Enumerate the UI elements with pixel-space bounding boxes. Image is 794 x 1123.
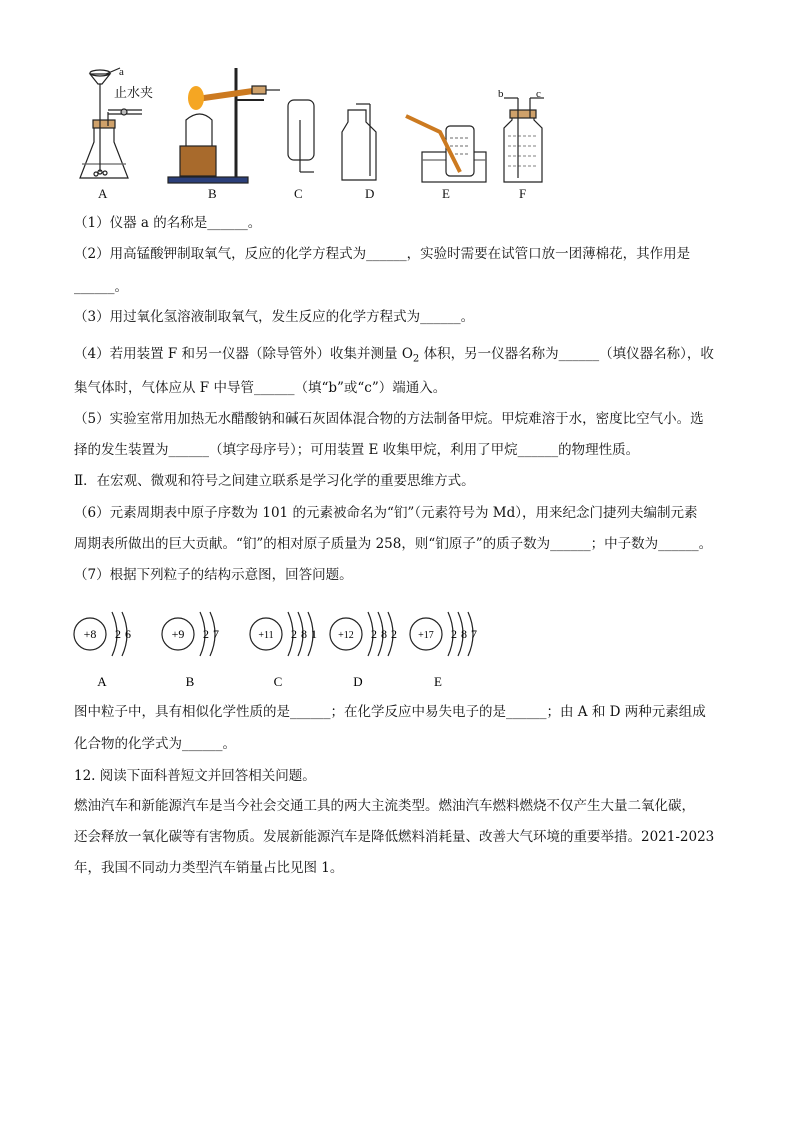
tube-c-label: c	[536, 88, 541, 100]
question-2-line-1: （2）用高锰酸钾制取氧气，反应的化学方程式为______，实验时需要在试管口放一团薄棉花，其作用是	[74, 246, 691, 262]
particle-label: D	[353, 674, 363, 689]
particle-label: B	[185, 674, 195, 689]
particle-e	[410, 612, 477, 689]
nucleus-charge: +17	[418, 630, 434, 641]
question-4-text-b: 体积，另一仪器名称为______（填仪器名称），收	[419, 346, 714, 362]
electron-count: 6	[125, 627, 131, 641]
question-4-text-a: （4）若用装置 F 和另一仪器（除导管外）收集并测量 O	[74, 346, 413, 362]
apparatus-label-c: C	[294, 186, 303, 201]
apparatus-label-e: E	[442, 186, 450, 201]
tube-b-label: b	[498, 88, 504, 100]
apparatus-label-a: A	[98, 186, 108, 201]
section-2-heading: Ⅱ．在宏观、微观和符号之间建立联系是学习化学的重要思维方式。	[74, 473, 475, 489]
q12-paragraph-line-3: 年，我国不同动力类型汽车销量占比见图 1。	[74, 860, 344, 876]
electron-count: 8	[461, 627, 467, 641]
q12-paragraph-line-1: 燃油汽车和新能源汽车是当今社会交通工具的两大主流类型。燃油汽车燃料燃烧不仅产生大量二氧化碳，	[74, 798, 695, 814]
question-6-line-2: 周期表所做出的巨大贡献。“钔”的相对原子质量为 258，则“钔原子”的质子数为______；中子数为______。	[74, 536, 713, 552]
nucleus-charge: +9	[171, 627, 185, 641]
pointer-a-label: a	[119, 66, 124, 78]
electron-count: 2	[371, 627, 377, 641]
o2-subscript: 2	[412, 353, 420, 365]
electron-count: 2	[203, 627, 209, 641]
apparatus-label-d: D	[365, 186, 375, 201]
question-1: （1）仪器 a 的名称是______。	[74, 215, 262, 231]
particle-label: C	[273, 674, 283, 689]
electron-count: 2	[115, 627, 121, 641]
particle-d	[330, 612, 397, 689]
particle-diagrams	[66, 594, 506, 694]
question-4-line-1	[74, 345, 714, 369]
apparatus-f	[504, 98, 544, 182]
question-7: （7）根据下列粒子的结构示意图，回答问题。	[74, 567, 353, 583]
clamp-label: 止水夹	[114, 86, 154, 101]
electron-count: 8	[301, 627, 307, 641]
particle-b	[162, 612, 219, 689]
question-4-line-2: 集气体时，气体应从 F 中导管______（填“b”或“c”）端通入。	[74, 380, 447, 396]
question-6-line-1: （6）元素周期表中原子序数为 101 的元素被命名为“钔”（元素符号为 Md），用来纪念门捷列夫编制元素	[74, 505, 698, 521]
nucleus-charge: +8	[83, 627, 97, 641]
nucleus-charge: +11	[258, 630, 274, 641]
electron-count: 8	[381, 627, 387, 641]
question-12-title: 12. 阅读下面科普短文并回答相关问题。	[74, 768, 316, 784]
electron-count: 2	[291, 627, 297, 641]
after-diagram-line-2: 化合物的化学式为______。	[74, 736, 236, 752]
electron-count: 7	[471, 627, 477, 641]
question-2-line-2: ______。	[74, 279, 128, 295]
particle-label: A	[97, 674, 107, 689]
apparatus-d	[342, 104, 376, 180]
electron-count: 2	[391, 627, 397, 641]
apparatus-e	[406, 116, 486, 182]
particle-c	[250, 612, 317, 689]
electron-count: 1	[311, 627, 317, 641]
after-diagram-line-1: 图中粒子中，具有相似化学性质的是______；在化学反应中易失电子的是______；由 A 和 D 两种元素组成	[74, 704, 706, 720]
electron-count: 2	[451, 627, 457, 641]
nucleus-charge: +12	[338, 630, 354, 641]
apparatus-c	[288, 100, 314, 172]
question-5-line-1: （5）实验室常用加热无水醋酸钠和碱石灰固体混合物的方法制备甲烷。甲烷难溶于水，密度比空气小。选	[74, 411, 704, 427]
apparatus-label-f: F	[519, 186, 527, 201]
question-5-line-2: 择的发生装置为______（填字母序号）；可用装置 E 收集甲烷，利用了甲烷______的物理性质。	[74, 442, 640, 458]
particle-label: E	[434, 674, 442, 689]
apparatus-label-b: B	[208, 186, 217, 201]
electron-count: 7	[213, 627, 219, 641]
question-3: （3）用过氧化氢溶液制取氧气，发生反应的化学方程式为______。	[74, 309, 475, 325]
particle-a	[74, 612, 131, 689]
q12-paragraph-line-2: 还会释放一氧化碳等有害物质。发展新能源汽车是降低燃料消耗量、改善大气环境的重要举措。2021-2023	[74, 829, 715, 845]
apparatus-b	[168, 68, 280, 183]
particle-diagrams-svg	[66, 594, 506, 694]
